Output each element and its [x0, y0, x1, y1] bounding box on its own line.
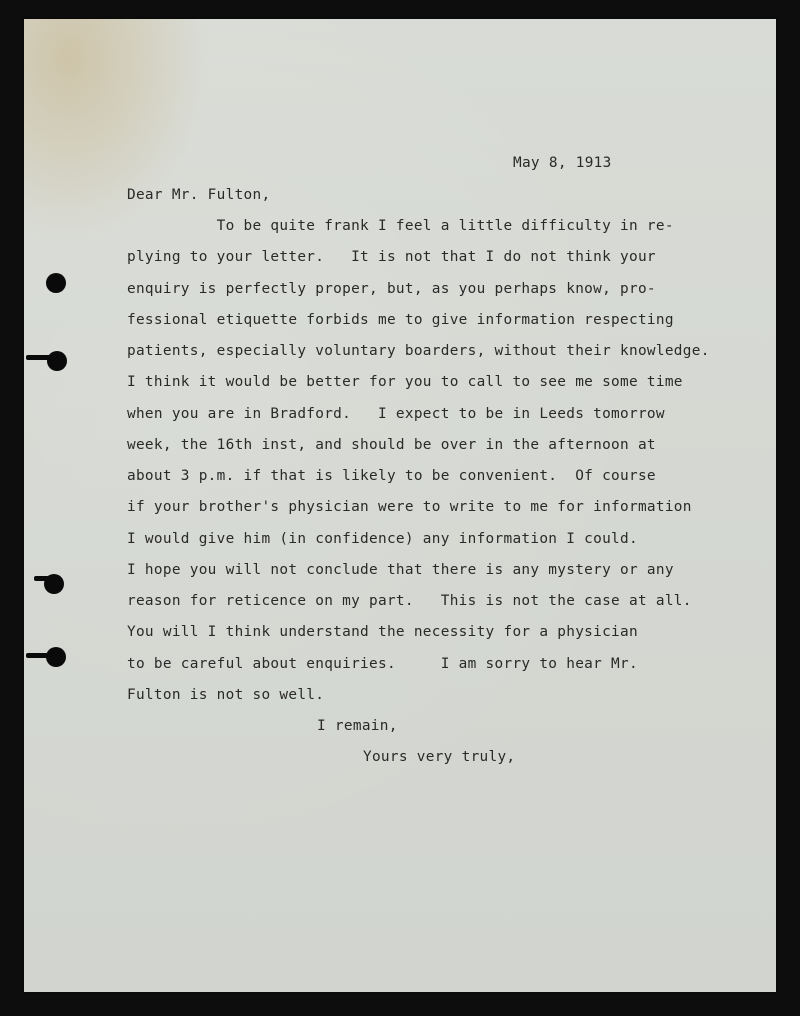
letter-closing: I remain, — [317, 718, 398, 734]
letter-body-line: plying to your letter. It is not that I do not think your — [127, 249, 656, 265]
punch-hole-1 — [46, 273, 66, 293]
letter-body-line: fessional etiquette forbids me to give information respecting — [127, 312, 674, 328]
binder-tab-3 — [34, 576, 54, 581]
letter-body-line: when you are in Bradford. I expect to be in Leeds tomorrow — [127, 406, 665, 422]
letter-body-line: Fulton is not so well. — [127, 687, 325, 703]
letter-body-line: to be careful about enquiries. I am sorry to hear Mr. — [127, 656, 638, 672]
letter-body-line: if your brother's physician were to write to me for information — [127, 499, 692, 515]
letter-salutation: Dear Mr. Fulton, — [127, 187, 271, 203]
letter-body-line: To be quite frank I feel a little difficulty in re- — [127, 218, 674, 234]
letter-body-line: I think it would be better for you to call to see me some time — [127, 374, 683, 390]
binder-tab-4 — [26, 653, 54, 658]
letter-body-line: reason for reticence on my part. This is not the case at all. — [127, 593, 692, 609]
letter-body-line: enquiry is perfectly proper, but, as you perhaps know, pro- — [127, 281, 656, 297]
letter-body-line: I would give him (in confidence) any information I could. — [127, 531, 638, 547]
punch-hole-2 — [47, 351, 67, 371]
letter-body-line: about 3 p.m. if that is likely to be convenient. Of course — [127, 468, 656, 484]
letter-body-line: patients, especially voluntary boarders, without their knowledge. — [127, 343, 710, 359]
letter-body-line: I hope you will not conclude that there is any mystery or any — [127, 562, 674, 578]
letter-date: May 8, 1913 — [513, 155, 612, 171]
letter-body-line: You will I think understand the necessity for a physician — [127, 624, 638, 640]
letter-signoff: Yours very truly, — [363, 749, 516, 765]
binder-tab-2 — [26, 355, 54, 360]
letter-body-line: week, the 16th inst, and should be over in the afternoon at — [127, 437, 656, 453]
